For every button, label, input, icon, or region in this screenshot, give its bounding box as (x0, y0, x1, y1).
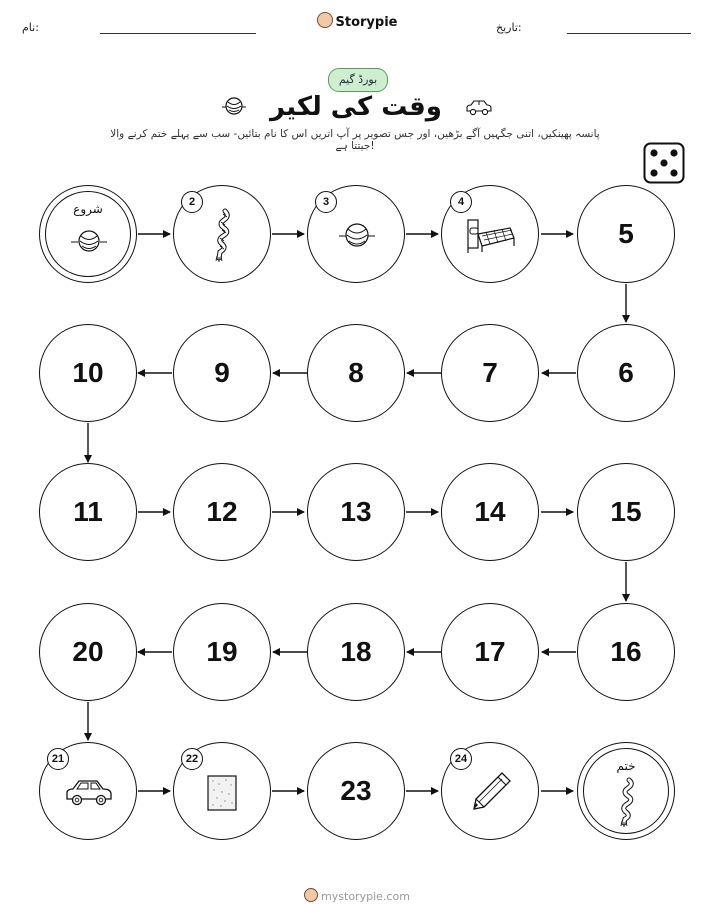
yarn-ball-icon (70, 226, 108, 256)
brand-name: Storypie (335, 15, 398, 30)
title-text: وقت کی لکیر (270, 92, 442, 122)
sandpaper-icon (205, 773, 241, 813)
pencil-icon (468, 769, 514, 815)
storypie-logo-icon (304, 888, 318, 902)
space-number-badge: 24 (450, 748, 472, 770)
space-number-badge: 21 (47, 748, 69, 770)
board-space-16[interactable]: 16 (577, 603, 675, 701)
footer-url[interactable]: mystorypie.com (321, 890, 410, 903)
space-number-badge: 3 (315, 191, 337, 213)
board-space-12[interactable]: 12 (173, 463, 271, 561)
name-label: نام: (22, 21, 39, 34)
space-number-badge: 2 (181, 191, 203, 213)
date-label: تاریخ: (496, 21, 522, 34)
board-space-5[interactable]: 5 (577, 185, 675, 283)
board-space-19[interactable]: 19 (173, 603, 271, 701)
board-game-badge: بورڈ گیم (328, 68, 388, 92)
footer (0, 888, 714, 903)
board-space-13[interactable]: 13 (307, 463, 405, 561)
yarn-ball-icon (338, 220, 376, 250)
bed-icon (464, 216, 518, 254)
board-space-7[interactable]: 7 (441, 324, 539, 422)
space-number-badge: 22 (181, 748, 203, 770)
rope-icon (614, 777, 640, 827)
instructions: پانسہ پھینکیں، اتنی جگہیں آگے بڑھیں، اور جس تصویر پر آپ اتریں اس کا نام بتائیں- سب سے پہلے ختم کرنے والا جیتتا ہے! (110, 128, 600, 152)
rope-icon (207, 208, 237, 262)
end-label: ختم (616, 759, 636, 773)
board-space-11[interactable]: 11 (39, 463, 137, 561)
board-space-8[interactable]: 8 (307, 324, 405, 422)
end-space[interactable] (577, 742, 675, 840)
board-space-15[interactable]: 15 (577, 463, 675, 561)
car-icon (64, 775, 114, 809)
board-space-6[interactable]: 6 (577, 324, 675, 422)
board-space-9[interactable]: 9 (173, 324, 271, 422)
board-space-18[interactable]: 18 (307, 603, 405, 701)
board-space-10[interactable]: 10 (39, 324, 137, 422)
board-space-17[interactable]: 17 (441, 603, 539, 701)
board-space-20[interactable]: 20 (39, 603, 137, 701)
board-space-14[interactable]: 14 (441, 463, 539, 561)
board-space-23[interactable]: 23 (307, 742, 405, 840)
start-space[interactable] (39, 185, 137, 283)
start-label: شروع (73, 202, 103, 216)
space-number-badge: 4 (450, 191, 472, 213)
